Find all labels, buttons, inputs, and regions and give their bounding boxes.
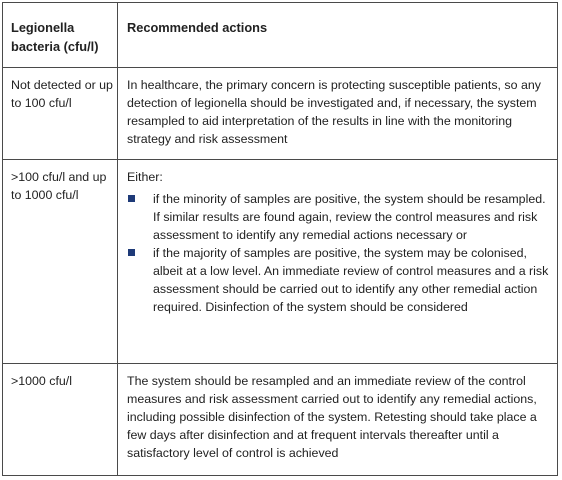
header-legionella-level: Legionella bacteria (cfu/l)	[3, 3, 118, 67]
action-cell	[118, 160, 557, 363]
square-bullet-icon	[128, 195, 135, 202]
bullet-text: if the majority of samples are positive, the system may be colonised, albeit at a low level. An immediate review of control measures and a risk assessment should be carried out to identify any other remedial action required. Disinfection of the system should be considered	[153, 246, 549, 314]
legionella-actions-table	[2, 2, 558, 476]
table-row	[3, 67, 557, 159]
action-cell: In healthcare, the primary concern is protecting susceptible patients, so any detection of legionella should be investigated and, if necessary, the system resampled to aid interpretation of the results in line with the monitoring strategy and risk assessment	[127, 78, 541, 146]
table-header-row	[3, 3, 557, 67]
list-item	[127, 244, 549, 316]
table-row	[3, 159, 557, 363]
bullet-text: if the minority of samples are positive, the system should be resampled. If similar results are found again, review the control measures and risk assessment to identify any remedial actions necessary or	[153, 192, 546, 242]
header-recommended-actions: Recommended actions	[127, 20, 268, 35]
either-label: Either:	[127, 170, 163, 184]
level-cell: Not detected or up to 100 cfu/l	[3, 68, 118, 159]
square-bullet-icon	[128, 249, 135, 256]
level-cell: >1000 cfu/l	[3, 364, 118, 475]
action-cell: The system should be resampled and an immediate review of the control measures and risk assessment carried out to identify any remedial actions, including possible disinfection of the system. Retesting should take place a few days after disinfection and at frequent intervals thereafter until a satisfactory level of control is achieved	[127, 374, 537, 460]
level-cell: >100 cfu/l and up to 1000 cfu/l	[3, 160, 118, 363]
list-item	[127, 190, 549, 244]
table-row	[3, 363, 557, 475]
bullet-list	[127, 190, 549, 316]
